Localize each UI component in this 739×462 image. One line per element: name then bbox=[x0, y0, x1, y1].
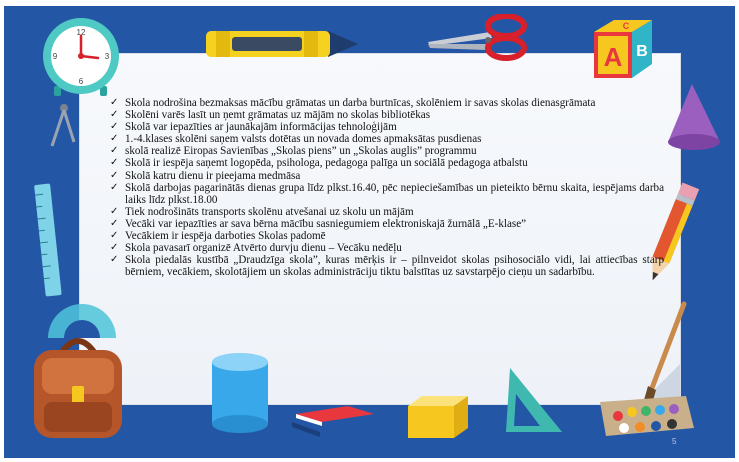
clock-number-3: 3 bbox=[104, 52, 110, 61]
benefits-list bbox=[110, 97, 664, 278]
crayon-icon bbox=[200, 27, 360, 61]
clock-number-12: 12 bbox=[76, 28, 86, 37]
books-icon bbox=[288, 402, 384, 438]
list-item: ✓ Skola pavasarī organizē Atvērto durvju dienu – Vecāku nedēļu bbox=[110, 242, 664, 254]
block-letter-a: A bbox=[603, 42, 623, 72]
page-number: 5 bbox=[672, 437, 677, 446]
benefits-list-container bbox=[110, 97, 664, 278]
list-item: ✓ Tiek nodrošināts transports skolēnu atvešanai uz skolu un mājām bbox=[110, 206, 664, 218]
cylinder-icon bbox=[208, 352, 272, 434]
clock-number-9: 9 bbox=[52, 52, 58, 61]
block-letter-c: C bbox=[622, 21, 630, 31]
clock-number-6: 6 bbox=[78, 77, 84, 86]
list-item: ✓ 1.-4.klases skolēni saņem valsts dotētas un novada domes apmaksātas pusdienas bbox=[110, 133, 664, 145]
school-bag-icon bbox=[26, 330, 130, 440]
cone-icon bbox=[664, 82, 726, 152]
cube-icon bbox=[402, 394, 472, 440]
clock-icon bbox=[42, 14, 122, 100]
list-item: ✓ Skolā var iepazīties ar jaunākajām informācijas tehnoloģijām bbox=[110, 121, 664, 133]
letter-blocks-icon bbox=[584, 16, 664, 82]
paint-palette-icon bbox=[594, 300, 704, 440]
block-letter-b: B bbox=[636, 43, 648, 60]
list-item: ✓ Skolā darbojas pagarinātās dienas grupa līdz plkst.16.40, pēc nepieciešamības un pieteikto bērnu skaita, iespējams darba laiks līdz plkst.18.00 bbox=[110, 182, 664, 206]
list-item: ✓ Skolā ir iespēja saņemt logopēda, psihologa, pedagoga palīga un sociālā pedagoga atbalstu bbox=[110, 157, 664, 169]
list-item: ✓ Skolēni varēs lasīt un ņemt grāmatas uz mājām no skolas bibliotēkas bbox=[110, 109, 664, 121]
triangle-ruler-icon bbox=[500, 364, 566, 436]
list-item: ✓ Skola piedalās kustībā „Draudzīga skola”, kuras mērķis ir – pilnveidot skolas psihosociālo vidi, lai attiecības starp bērniem, vecākiem, skolotājiem un skolas administrāciju tiktu balstītas uz savstarpējo cieņu un sadarbību. bbox=[110, 254, 664, 278]
list-item: ✓ Skola nodrošina bezmaksas mācību grāmatas un darba burtnīcas, skolēniem ir savas skolas dienasgrāmata bbox=[110, 97, 664, 109]
list-item: ✓ Skolā katru dienu ir pieejama medmāsa bbox=[110, 170, 664, 182]
list-item: ✓ Vecākiem ir iespēja darboties Skolas padomē bbox=[110, 230, 664, 242]
scissors-icon bbox=[420, 14, 530, 62]
compass-icon bbox=[44, 102, 78, 150]
list-item: ✓ Vecāki var iepazīties ar sava bērna mācību sasniegumiem elektroniskajā žurnālā „E-klase” bbox=[110, 218, 664, 230]
ruler-icon bbox=[28, 182, 68, 300]
list-item: ✓ skolā realizē Eiropas Savienības „Skolas piens” un „Skolas auglis” programmu bbox=[110, 145, 664, 157]
